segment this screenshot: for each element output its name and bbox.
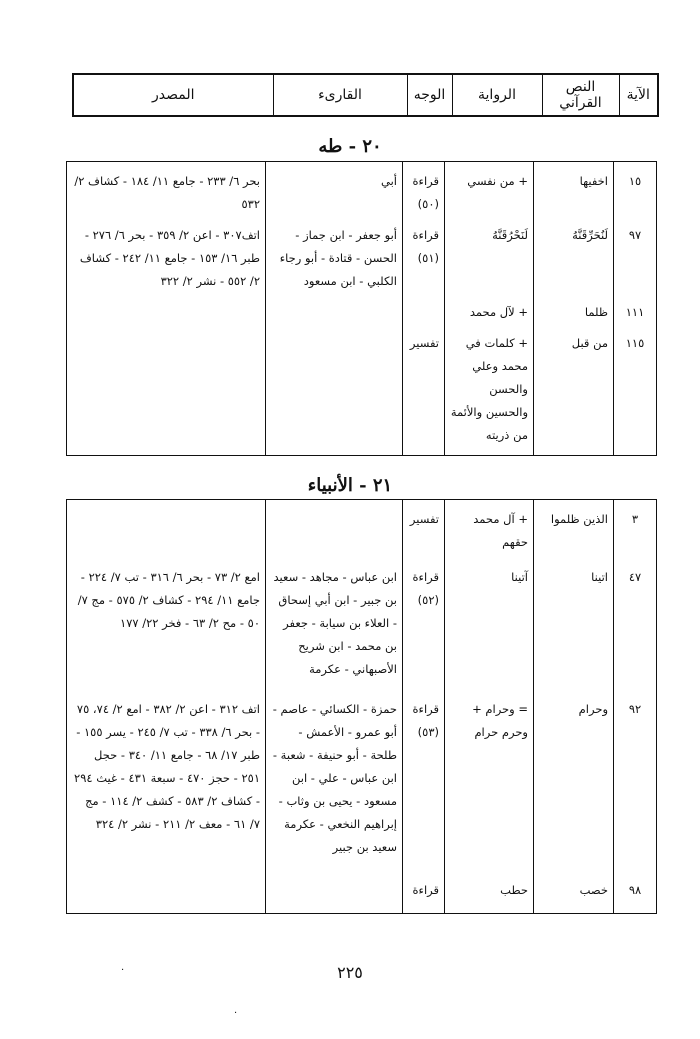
qari: ابن عباس - مجاهد - سعيد بن جبير - ابن أبي إسحاق - العلاء بن سيابة - جعفر بن محمد - ابن شريح الأصبهاني - عكرمة bbox=[266, 562, 403, 694]
scan-speck: · bbox=[121, 965, 125, 976]
col-riwaya: الرواية bbox=[452, 74, 542, 116]
wajh: تفسير bbox=[403, 500, 445, 563]
qari bbox=[266, 328, 403, 456]
section-title-taha: ٢٠ - طه bbox=[318, 136, 382, 157]
wajh: قراءة (٥٣) bbox=[403, 694, 445, 875]
qari bbox=[266, 875, 403, 913]
quranic-text: خصب bbox=[534, 875, 614, 913]
quranic-text: اخفيها bbox=[534, 162, 614, 221]
qari: أبي bbox=[266, 162, 403, 221]
riwaya: + آل محمد حقهم bbox=[445, 500, 534, 563]
page-number: ٢٢٥ bbox=[337, 963, 363, 982]
source bbox=[67, 328, 266, 456]
aya-number: ١٥ bbox=[614, 162, 657, 221]
quranic-text: ظلما bbox=[534, 297, 614, 328]
riwaya: حطب bbox=[445, 875, 534, 913]
source: امع ٢/ ٧٣ - بحر ٦/ ٣١٦ - تب ٧/ ٢٢٤ - جامع ١١/ ٢٩٤ - كشاف ٢/ ٥٧٥ - مج ٧/ ٥٠ - مح ٢/ ٦٣ - فخر ٢٢/ ١٧٧ bbox=[77, 570, 260, 631]
wajh: قراءة (٥٠) bbox=[403, 162, 445, 221]
source bbox=[67, 875, 266, 913]
table-row bbox=[67, 875, 657, 913]
table-row bbox=[67, 694, 657, 875]
source bbox=[67, 500, 266, 563]
column-header-table bbox=[72, 73, 659, 117]
aya-number: ٩٧ bbox=[614, 220, 657, 297]
col-wajh: الوجه bbox=[407, 74, 452, 116]
riwaya: = وحرام + وحرم حرام bbox=[445, 694, 534, 875]
riwaya: + من نفسي bbox=[445, 162, 534, 221]
column-header-row bbox=[73, 74, 658, 116]
aya-number: ٣ bbox=[614, 500, 657, 563]
table-row bbox=[67, 562, 657, 694]
wajh bbox=[403, 297, 445, 328]
wajh: تفسير bbox=[403, 328, 445, 456]
source bbox=[67, 297, 266, 328]
table-row bbox=[67, 328, 657, 456]
aya-number: ١١٥ bbox=[614, 328, 657, 456]
table-row bbox=[67, 297, 657, 328]
col-source: المصدر bbox=[152, 87, 195, 103]
table-row bbox=[67, 500, 657, 563]
table-row bbox=[67, 162, 657, 221]
aya-number: ٩٨ bbox=[614, 875, 657, 913]
quranic-text: من قبل bbox=[534, 328, 614, 456]
aya-number: ٩٢ bbox=[614, 694, 657, 875]
qari bbox=[266, 500, 403, 563]
aya-number: ١١١ bbox=[614, 297, 657, 328]
qari bbox=[266, 297, 403, 328]
source: بحر ٦/ ٢٣٣ - جامع ١١/ ١٨٤ - كشاف ٢/ ٥٣٢ bbox=[74, 174, 260, 211]
qari: حمزة - الكسائي - عاصم - أبو عمرو - الأعمش - طلحة - أبو حنيفة - شعبة - ابن عباس - علي - ابن مسعود - يحيى بن وثاب - إبراهيم النخعي - عكرمة سعيد بن جبير bbox=[266, 694, 403, 875]
source: اتف ٣١٢ - اعن ٢/ ٣٨٢ - امع ٢/ ٧٤، ٧٥ - بحر ٦/ ٣٣٨ - تب ٧/ ٢٤٥ - يسر ١٥٥ - طبر ١٧/ ٦٨ - جامع ١١/ ٣٤٠ - حجل ٢٥١ - حجز ٤٧٠ - سبعة ٤٣١ - غيث ٢٩٤ - كشاف ٢/ ٥٨٣ - كشف ٢/ ١١٤ - مج ٧/ ٦١ - معف ٢/ ٢١١ - نشر ٢/ ٣٢٤ bbox=[74, 702, 260, 832]
wajh: قراءة (٥١) bbox=[403, 220, 445, 297]
col-aya: الآية bbox=[619, 74, 658, 116]
section-table-taha bbox=[66, 161, 657, 456]
wajh: قراءة bbox=[403, 875, 445, 913]
col-qari: القارىء bbox=[273, 74, 407, 116]
scan-speck: · bbox=[234, 1008, 238, 1019]
aya-number: ٤٧ bbox=[614, 562, 657, 694]
quranic-text: لَنُحَرِّقَنَّهُ bbox=[534, 220, 614, 297]
col-quranic-text: النص القرآني bbox=[542, 74, 619, 116]
quranic-text: اتينا bbox=[534, 562, 614, 694]
riwaya: + كلمات في محمد وعلي والحسن والحسين والأئمة من ذريته bbox=[445, 328, 534, 456]
section-title-anbiya: ٢١ - الأنبياء bbox=[307, 475, 393, 496]
riwaya: لَنَحْرُقَنَّهُ bbox=[445, 220, 534, 297]
qari: أبو جعفر - ابن جماز - الحسن - قتادة - أبو رجاء الكلبي - ابن مسعود bbox=[266, 220, 403, 297]
riwaya: + لآل محمد bbox=[445, 297, 534, 328]
source: اتف٣٠٧ - اعن ٢/ ٣٥٩ - بحر ٦/ ٢٧٦ - طبر ١٦/ ١٥٣ - جامع ١١/ ٢٤٢ - كشاف ٢/ ٥٥٢ - نشر ٢/ ٣٢٢ bbox=[79, 228, 260, 288]
quranic-text: وحرام bbox=[534, 694, 614, 875]
quranic-text: الذين ظلموا bbox=[534, 500, 614, 563]
riwaya: آتينا bbox=[445, 562, 534, 694]
section-table-anbiya bbox=[66, 499, 657, 914]
table-row bbox=[67, 220, 657, 297]
wajh: قراءة (٥٢) bbox=[403, 562, 445, 694]
